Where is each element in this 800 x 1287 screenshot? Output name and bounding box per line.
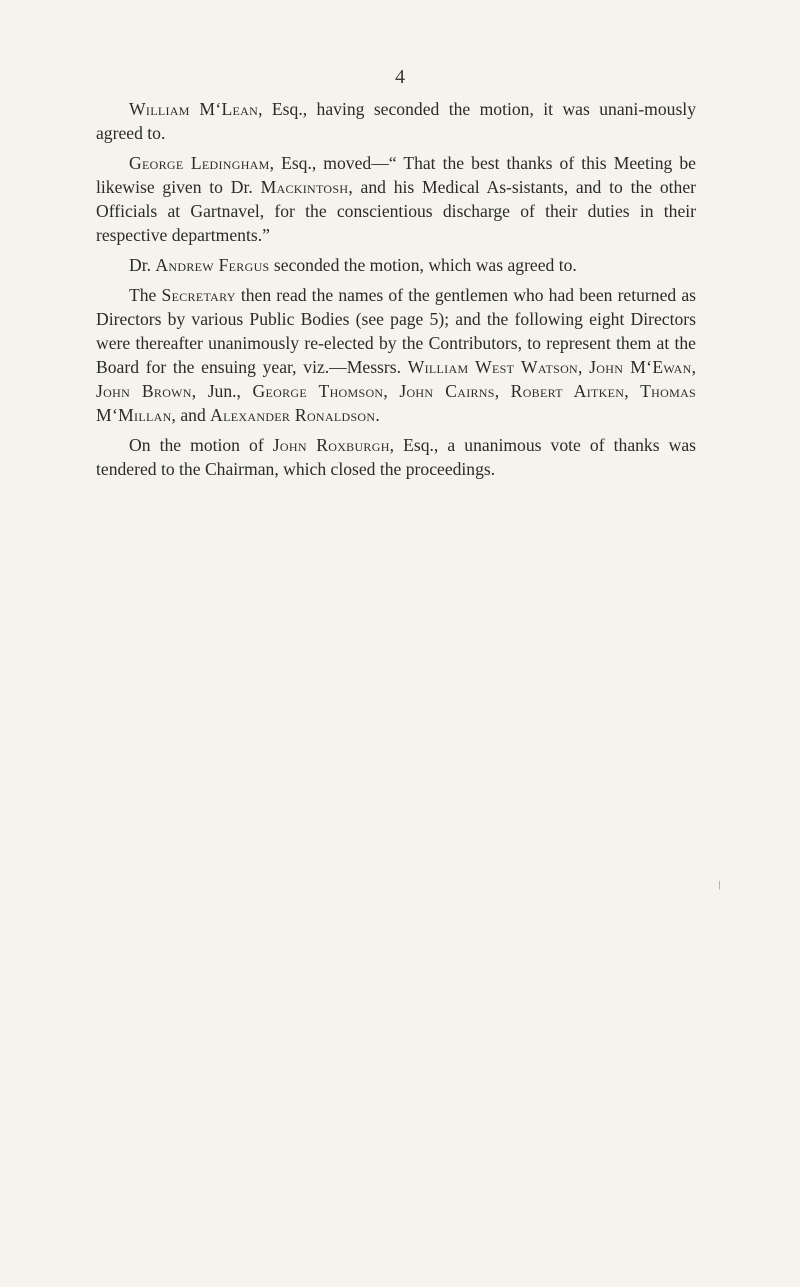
text-segment: , Esq., having seconded the motion, it was unani-mously agreed to. <box>96 99 696 143</box>
text-segment: John Brown <box>96 381 192 401</box>
text-segment: , <box>494 381 511 401</box>
text-segment: On the motion of <box>129 435 273 455</box>
text-segment: Dr. <box>129 255 156 275</box>
text-segment: George Ledingham <box>129 153 270 173</box>
text-segment: John Roxburgh <box>272 435 390 455</box>
text-segment: , and his Medical As-sistants, and to the other Officials at Gartnavel, for the conscientious discharge of their duties in their respective departments.” <box>96 177 696 245</box>
text-segment: then read the names of the gentlemen who had been returned as Directors by various Public Bodies (see page 5); and the following eight Directors were thereafter unanimously re-elected by the Contributors, to represent them at the Board for the ensuing year, viz.—Messrs. <box>96 285 696 377</box>
text-segment: , Jun., <box>191 381 253 401</box>
paragraph-directors-elected <box>96 283 696 427</box>
text-segment: , and <box>171 405 211 425</box>
minutes-text <box>96 97 696 487</box>
text-segment: , <box>383 381 400 401</box>
text-segment: Mackintosh <box>260 177 349 197</box>
text-segment: , Esq., a unanimous vote of thanks was tendered to the Chairman, which closed the proceedings. <box>96 435 696 479</box>
text-segment: George Thomson <box>252 381 384 401</box>
text-segment: , <box>691 357 696 377</box>
text-segment: Alexander Ronaldson <box>210 405 376 425</box>
text-segment: John M‘Ewan <box>589 357 692 377</box>
stray-ink-mark: / <box>715 877 724 893</box>
paragraph-roxburgh-thanks <box>96 433 696 481</box>
text-segment: . <box>375 405 380 425</box>
text-segment: Andrew Fergus <box>155 255 270 275</box>
text-segment: William West Watson <box>407 357 579 377</box>
text-segment: Secretary <box>161 285 236 305</box>
page-number: 4 <box>395 66 405 88</box>
text-segment: , <box>624 381 641 401</box>
text-segment: Thomas M‘Millan <box>96 381 697 425</box>
text-segment: William M‘Lean <box>129 99 259 119</box>
paragraph-fergus-seconded <box>96 253 696 277</box>
paragraph-ledingham-motion <box>96 151 696 247</box>
text-segment: , <box>578 357 590 377</box>
text-segment: , Esq., moved—“ That the best thanks of this Meeting be likewise given to Dr. <box>96 153 696 197</box>
text-segment: The <box>129 285 162 305</box>
text-segment: Robert Aitken <box>510 381 625 401</box>
text-segment: seconded the motion, which was agreed to. <box>269 255 577 275</box>
text-segment: John Cairns <box>399 381 495 401</box>
paragraph-mclean-seconded <box>96 97 696 145</box>
